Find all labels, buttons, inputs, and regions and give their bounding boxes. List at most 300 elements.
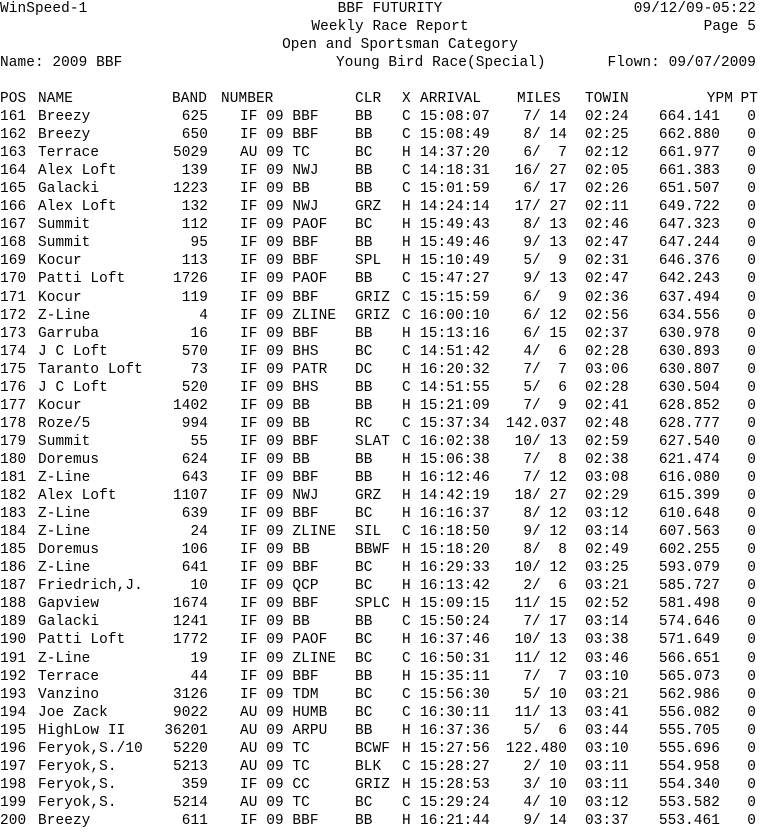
row-ypm: 630.978 [658, 325, 720, 342]
row-miles: 7/ 12 [523, 470, 567, 486]
row-name: Alex Loft [38, 163, 117, 180]
row-pt: 0 [747, 109, 756, 125]
table-row [0, 415, 780, 433]
flown-date: Flown: 09/07/2009 [607, 55, 756, 71]
row-ypm: 615.399 [658, 488, 720, 505]
row-pt: 0 [747, 181, 756, 198]
row-towin: 03:25 [585, 560, 629, 577]
row-arrival: 15:28:27 [420, 758, 490, 775]
row-arrival: 15:49:46 [420, 235, 490, 252]
row-arrival: 16:20:32 [420, 361, 490, 378]
row-color: BB [355, 614, 373, 631]
row-sex: H [402, 451, 411, 468]
row-ypm: 610.648 [658, 506, 720, 523]
table-row [0, 650, 780, 668]
row-number: IF 09 BHS [240, 343, 319, 360]
row-ypm: 607.563 [658, 524, 720, 541]
row-band: 1674 [173, 596, 208, 613]
row-miles: 9/ 14 [523, 812, 567, 829]
row-number: AU 09 ARPU [240, 722, 328, 739]
row-band: 1772 [173, 632, 208, 649]
table-row [0, 794, 780, 812]
row-number: IF 09 ZLINE [240, 524, 337, 541]
row-sex: H [402, 596, 411, 613]
row-number: IF 09 BBF [240, 109, 319, 125]
row-ypm: 555.696 [658, 740, 720, 757]
row-pt: 0 [747, 812, 756, 829]
row-miles: 5/ 6 [523, 379, 567, 396]
row-ypm: 593.079 [658, 560, 720, 577]
row-name: Terrace [38, 145, 100, 162]
row-towin: 03:10 [585, 740, 629, 757]
row-band: 24 [190, 524, 208, 541]
row-sex: C [402, 650, 411, 667]
row-miles: 11/ 13 [514, 704, 567, 721]
row-pt: 0 [747, 235, 756, 252]
row-sex: C [402, 181, 411, 198]
row-pos: 179 [0, 433, 27, 450]
row-color: BB [355, 451, 373, 468]
row-pt: 0 [747, 578, 756, 595]
row-pos: 191 [0, 650, 27, 667]
row-name: Roze/5 [38, 415, 91, 432]
row-band: 359 [181, 776, 208, 793]
row-towin: 02:56 [585, 307, 629, 324]
table-row [0, 776, 780, 794]
row-towin: 02:37 [585, 325, 629, 342]
row-arrival: 15:35:11 [420, 668, 490, 685]
row-towin: 03:21 [585, 578, 629, 595]
row-color: GRIZ [355, 289, 390, 306]
row-sex: C [402, 704, 411, 721]
row-miles: 10/ 13 [514, 632, 567, 649]
row-sex: C [402, 163, 411, 180]
row-pt: 0 [747, 397, 756, 414]
row-pt: 0 [747, 758, 756, 775]
table-row [0, 595, 780, 613]
race-name: Name: 2009 BBF [0, 55, 123, 71]
table-row [0, 289, 780, 307]
row-miles: 7/ 8 [523, 451, 567, 468]
row-towin: 02:28 [585, 379, 629, 396]
row-pt: 0 [747, 199, 756, 216]
row-towin: 03:38 [585, 632, 629, 649]
row-color: BC [355, 650, 373, 667]
row-name: Patti Loft [38, 632, 126, 649]
row-band: 5214 [173, 794, 208, 811]
row-pos: 175 [0, 361, 27, 378]
row-band: 1107 [173, 488, 208, 505]
row-arrival: 16:12:46 [420, 470, 490, 486]
table-row [0, 361, 780, 379]
page-number: Page 5 [703, 19, 756, 35]
row-number: IF 09 PATR [240, 361, 328, 378]
row-ypm: 581.498 [658, 596, 720, 613]
row-band: 19 [190, 650, 208, 667]
row-ypm: 664.141 [658, 109, 720, 125]
row-pt: 0 [747, 470, 756, 486]
row-pt: 0 [747, 379, 756, 396]
col-miles: MILES [517, 91, 561, 107]
row-pt: 0 [747, 614, 756, 631]
row-number: IF 09 PAOF [240, 271, 328, 288]
row-sex: H [402, 488, 411, 505]
table-row [0, 216, 780, 234]
row-towin: 02:25 [585, 127, 629, 144]
column-header-row [0, 90, 780, 108]
row-band: 650 [181, 127, 208, 144]
row-ypm: 553.461 [658, 812, 720, 829]
row-band: 106 [181, 542, 208, 559]
table-row [0, 722, 780, 740]
row-pt: 0 [747, 632, 756, 649]
row-name: Breezy [38, 109, 91, 125]
row-towin: 03:12 [585, 506, 629, 523]
row-sex: C [402, 127, 411, 144]
row-sex: C [402, 379, 411, 396]
row-number: IF 09 BBF [240, 433, 319, 450]
row-pt: 0 [747, 506, 756, 523]
row-sex: H [402, 253, 411, 270]
row-color: BC [355, 704, 373, 721]
row-band: 639 [181, 506, 208, 523]
row-band: 139 [181, 163, 208, 180]
table-row [0, 198, 780, 216]
table-row [0, 343, 780, 361]
row-band: 643 [181, 470, 208, 486]
row-arrival: 15:47:27 [420, 271, 490, 288]
table-row [0, 523, 780, 541]
row-pt: 0 [747, 542, 756, 559]
row-band: 44 [190, 668, 208, 685]
row-color: SLAT [355, 433, 390, 450]
row-ypm: 616.080 [658, 470, 720, 486]
row-towin: 03:14 [585, 524, 629, 541]
table-row [0, 740, 780, 758]
table-row [0, 577, 780, 595]
table-row [0, 433, 780, 451]
row-color: BB [355, 181, 373, 198]
row-arrival: 14:42:19 [420, 488, 490, 505]
row-name: Feryok,S. [38, 758, 117, 775]
col-ypm: YPM [706, 91, 733, 107]
row-number: IF 09 QCP [240, 578, 319, 595]
row-pos: 184 [0, 524, 27, 541]
row-miles: 10/ 13 [514, 433, 567, 450]
row-pt: 0 [747, 433, 756, 450]
row-miles: 16/ 27 [514, 163, 567, 180]
row-towin: 02:05 [585, 163, 629, 180]
row-ypm: 562.986 [658, 686, 720, 703]
row-arrival: 14:51:42 [420, 343, 490, 360]
row-sex: H [402, 325, 411, 342]
table-row [0, 126, 780, 144]
row-band: 520 [181, 379, 208, 396]
report-datetime: 09/12/09-05:22 [633, 1, 756, 17]
row-arrival: 15:10:49 [420, 253, 490, 270]
row-towin: 03:14 [585, 614, 629, 631]
row-arrival: 16:37:36 [420, 722, 490, 739]
row-miles: 7/ 17 [523, 614, 567, 631]
row-color: BC [355, 686, 373, 703]
row-miles: 18/ 27 [514, 488, 567, 505]
row-towin: 03:41 [585, 704, 629, 721]
table-row [0, 541, 780, 559]
row-ypm: 661.383 [658, 163, 720, 180]
row-sex: H [402, 776, 411, 793]
row-number: AU 09 TC [240, 740, 310, 757]
row-pos: 172 [0, 307, 27, 324]
row-miles: 11/ 12 [514, 650, 567, 667]
row-sex: C [402, 307, 411, 324]
row-arrival: 15:18:20 [420, 542, 490, 559]
col-arrival: ARRIVAL [420, 91, 482, 107]
row-sex: C [402, 343, 411, 360]
table-row [0, 325, 780, 343]
row-ypm: 602.255 [658, 542, 720, 559]
row-ypm: 556.082 [658, 704, 720, 721]
row-color: BB [355, 271, 373, 288]
row-pos: 169 [0, 253, 27, 270]
report-title: BBF FUTURITY [337, 1, 443, 17]
table-row [0, 108, 780, 126]
row-number: IF 09 BB [240, 415, 310, 432]
row-pos: 180 [0, 451, 27, 468]
row-name: Summit [38, 217, 91, 234]
row-band: 1241 [173, 614, 208, 631]
row-pos: 166 [0, 199, 27, 216]
row-miles: 6/ 17 [523, 181, 567, 198]
row-sex: H [402, 668, 411, 685]
race-type: Young Bird Race(Special) [336, 55, 546, 71]
row-miles: 2/ 10 [523, 758, 567, 775]
row-pos: 194 [0, 704, 27, 721]
row-pos: 197 [0, 758, 27, 775]
row-color: BBWF [355, 542, 390, 559]
row-name: J C Loft [38, 379, 108, 396]
row-name: Friedrich,J. [38, 578, 143, 595]
row-band: 5213 [173, 758, 208, 775]
row-miles: 7/ 9 [523, 397, 567, 414]
row-sex: H [402, 217, 411, 234]
row-sex: H [402, 361, 411, 378]
row-pos: 182 [0, 488, 27, 505]
row-pos: 176 [0, 379, 27, 396]
row-pt: 0 [747, 776, 756, 793]
row-arrival: 15:06:38 [420, 451, 490, 468]
row-band: 611 [181, 812, 208, 829]
row-pos: 165 [0, 181, 27, 198]
row-pos: 195 [0, 722, 27, 739]
row-number: IF 09 BB [240, 542, 310, 559]
row-towin: 03:37 [585, 812, 629, 829]
header-line-3 [0, 36, 780, 54]
col-name: NAME [38, 91, 73, 107]
row-ypm: 627.540 [658, 433, 720, 450]
row-band: 9022 [173, 704, 208, 721]
row-sex: C [402, 758, 411, 775]
row-number: IF 09 BBF [240, 235, 319, 252]
row-sex: H [402, 812, 411, 829]
row-band: 55 [190, 433, 208, 450]
row-color: BB [355, 127, 373, 144]
row-name: Z-Line [38, 560, 91, 577]
row-arrival: 15:08:07 [420, 109, 490, 125]
row-sex: H [402, 560, 411, 577]
row-towin: 03:12 [585, 794, 629, 811]
row-sex: C [402, 794, 411, 811]
table-row [0, 469, 780, 487]
row-miles: 2/ 6 [523, 578, 567, 595]
row-ypm: 642.243 [658, 271, 720, 288]
table-row [0, 162, 780, 180]
row-sex: H [402, 578, 411, 595]
row-towin: 02:28 [585, 343, 629, 360]
row-pt: 0 [747, 794, 756, 811]
table-row [0, 234, 780, 252]
row-name: Garruba [38, 325, 100, 342]
row-pos: 189 [0, 614, 27, 631]
row-sex: H [402, 506, 411, 523]
row-number: IF 09 NWJ [240, 488, 319, 505]
row-arrival: 14:24:14 [420, 199, 490, 216]
row-arrival: 15:29:24 [420, 794, 490, 811]
row-sex: C [402, 415, 411, 432]
row-arrival: 16:37:46 [420, 632, 490, 649]
row-arrival: 14:18:31 [420, 163, 490, 180]
row-ypm: 630.807 [658, 361, 720, 378]
row-color: BB [355, 470, 373, 486]
row-name: Terrace [38, 668, 100, 685]
row-pt: 0 [747, 271, 756, 288]
row-ypm: 571.649 [658, 632, 720, 649]
row-pos: 162 [0, 127, 27, 144]
row-color: BB [355, 325, 373, 342]
row-ypm: 630.504 [658, 379, 720, 396]
row-pt: 0 [747, 596, 756, 613]
row-band: 112 [181, 217, 208, 234]
row-sex: H [402, 199, 411, 216]
row-arrival: 16:21:44 [420, 812, 490, 829]
row-arrival: 16:50:31 [420, 650, 490, 667]
row-color: BLK [355, 758, 382, 775]
row-name: Patti Loft [38, 271, 126, 288]
row-miles: 8/ 12 [523, 506, 567, 523]
row-miles: 7/ 7 [523, 668, 567, 685]
row-name: Breezy [38, 812, 91, 829]
row-band: 5029 [173, 145, 208, 162]
row-number: IF 09 BB [240, 181, 310, 198]
row-pt: 0 [747, 253, 756, 270]
row-number: IF 09 BB [240, 397, 310, 414]
col-towin: TOWIN [585, 91, 629, 107]
row-ypm: 630.893 [658, 343, 720, 360]
row-towin: 03:06 [585, 361, 629, 378]
row-arrival: 15:09:15 [420, 596, 490, 613]
row-pos: 183 [0, 506, 27, 523]
table-row [0, 307, 780, 325]
row-miles: 122.480 [505, 740, 567, 757]
row-name: Summit [38, 433, 91, 450]
row-color: DC [355, 361, 373, 378]
row-band: 95 [190, 235, 208, 252]
row-number: IF 09 BBF [240, 560, 319, 577]
row-pos: 185 [0, 542, 27, 559]
row-ypm: 565.073 [658, 668, 720, 685]
row-pt: 0 [747, 415, 756, 432]
row-name: Alex Loft [38, 199, 117, 216]
table-row [0, 559, 780, 577]
col-pos: POS [0, 91, 27, 107]
row-pt: 0 [747, 307, 756, 324]
row-pos: 178 [0, 415, 27, 432]
row-name: Kocur [38, 253, 82, 270]
row-band: 10 [190, 578, 208, 595]
row-name: Summit [38, 235, 91, 252]
row-number: AU 09 TC [240, 145, 310, 162]
row-arrival: 16:02:38 [420, 433, 490, 450]
row-number: IF 09 PAOF [240, 217, 328, 234]
col-band: BAND [172, 91, 207, 107]
header-line-2 [0, 18, 780, 36]
row-band: 3126 [173, 686, 208, 703]
row-band: 570 [181, 343, 208, 360]
row-color: BC [355, 343, 373, 360]
row-name: Galacki [38, 181, 100, 198]
row-color: BC [355, 632, 373, 649]
row-pos: 167 [0, 217, 27, 234]
row-pos: 193 [0, 686, 27, 703]
col-number: NUMBER [221, 91, 274, 107]
row-miles: 142.037 [505, 415, 567, 432]
row-band: 624 [181, 451, 208, 468]
row-towin: 03:11 [585, 758, 629, 775]
table-row [0, 668, 780, 686]
row-name: HighLow II [38, 722, 126, 739]
row-arrival: 16:30:11 [420, 704, 490, 721]
row-ypm: 554.958 [658, 758, 720, 775]
row-pt: 0 [747, 325, 756, 342]
row-miles: 5/ 6 [523, 722, 567, 739]
header-line-1 [0, 0, 780, 18]
row-miles: 6/ 9 [523, 289, 567, 306]
row-sex: C [402, 271, 411, 288]
row-towin: 03:10 [585, 668, 629, 685]
row-number: IF 09 BB [240, 614, 310, 631]
table-row [0, 180, 780, 198]
row-towin: 02:31 [585, 253, 629, 270]
row-ypm: 646.376 [658, 253, 720, 270]
row-pt: 0 [747, 343, 756, 360]
row-sex: C [402, 109, 411, 125]
row-color: BB [355, 668, 373, 685]
row-ypm: 661.977 [658, 145, 720, 162]
row-number: IF 09 TDM [240, 686, 319, 703]
row-towin: 02:41 [585, 397, 629, 414]
row-color: BB [355, 397, 373, 414]
row-pt: 0 [747, 163, 756, 180]
table-row [0, 397, 780, 415]
row-name: Joe Zack [38, 704, 108, 721]
row-name: Breezy [38, 127, 91, 144]
table-row [0, 704, 780, 722]
row-color: BC [355, 217, 373, 234]
row-pos: 163 [0, 145, 27, 162]
row-band: 36201 [164, 722, 208, 739]
row-number: IF 09 BBF [240, 289, 319, 306]
row-color: BC [355, 794, 373, 811]
row-name: Z-Line [38, 524, 91, 541]
